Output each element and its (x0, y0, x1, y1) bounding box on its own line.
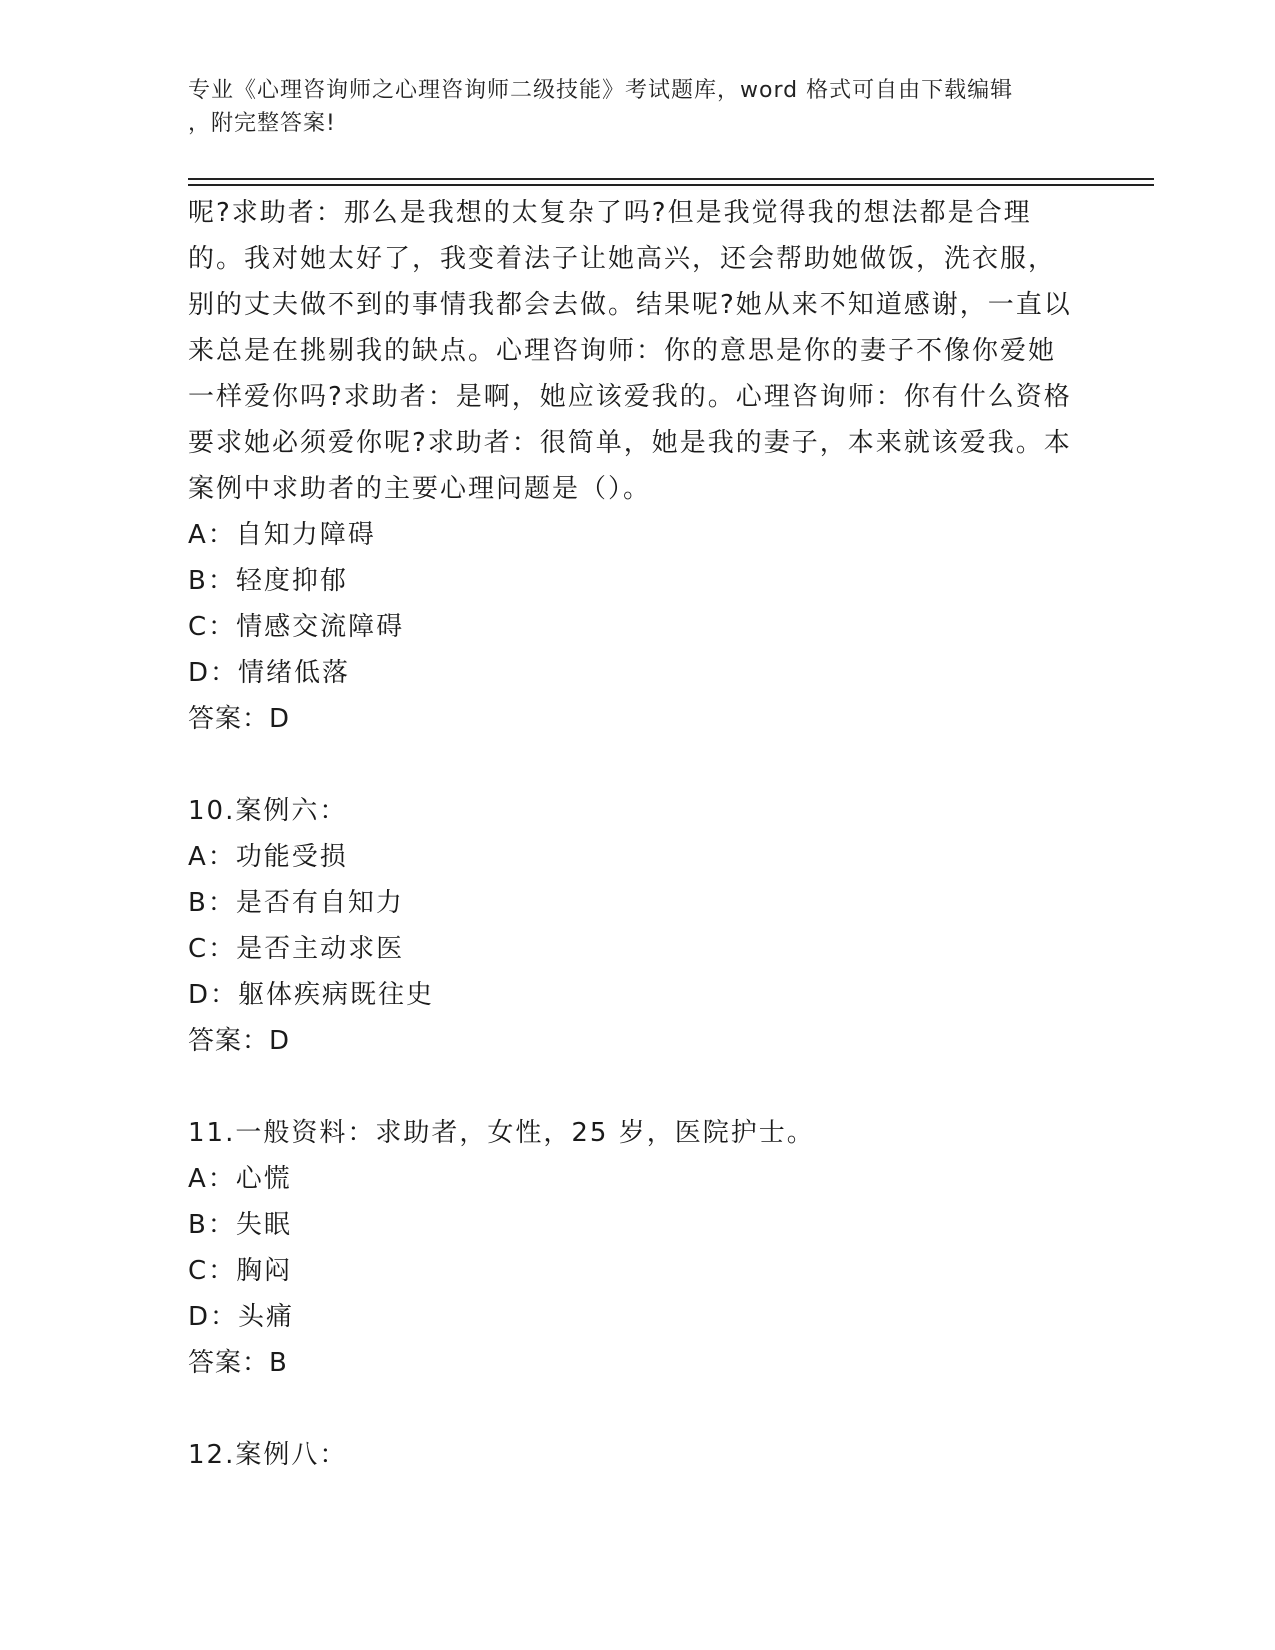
spacer (188, 1064, 1078, 1110)
question-title: 10.案例六： (188, 796, 348, 826)
spacer (188, 742, 1078, 788)
option-b: B：轻度抑郁 (188, 566, 348, 596)
question-text: 呢?求助者：那么是我想的太复杂了吗?但是我觉得我的想法都是合理的。我对她太好了，我变着法子让她高兴，还会帮助她做饭，洗衣服，别的丈夫做不到的事情我都会去做。结果呢?她从来不知道感谢，一直以来总是在挑剔我的缺点。心理咨询师：你的意思是你的妻子不像你爱她一样爱你吗?求助者：是啊，她应该爱我的。心理咨询师：你有什么资格要求她必须爱你呢?求助者：很简单，她是我的妻子，本来就该爱我。本案例中求助者的主要心理问题是（）。 (188, 198, 1072, 504)
option-b: B：失眠 (188, 1210, 292, 1240)
answer: 答案：D (188, 704, 291, 734)
question-9 (188, 190, 1078, 742)
spacer (188, 1386, 1078, 1432)
option-b: B：是否有自知力 (188, 888, 404, 918)
question-11 (188, 1110, 1078, 1386)
question-title: 12.案例八： (188, 1440, 348, 1470)
option-a: A：自知力障碍 (188, 520, 376, 550)
option-c: C：是否主动求医 (188, 934, 405, 964)
answer: 答案：D (188, 1026, 291, 1056)
option-a: A：功能受损 (188, 842, 348, 872)
question-title: 11.一般资料：求助者，女性，25 岁，医院护士。 (188, 1118, 815, 1148)
header-line-2: ，附完整答案! (188, 111, 336, 136)
header-divider-bottom (188, 184, 1154, 186)
option-d: D：头痛 (188, 1302, 295, 1332)
answer: 答案：B (188, 1348, 288, 1378)
header-line-1: 专业《心理咨询师之心理咨询师二级技能》考试题库，word 格式可自由下载编辑 (188, 78, 1014, 103)
document-body (188, 190, 1078, 1478)
option-c: C：胸闷 (188, 1256, 293, 1286)
option-c: C：情感交流障碍 (188, 612, 405, 642)
question-12 (188, 1432, 1078, 1478)
option-a: A：心慌 (188, 1164, 292, 1194)
option-d: D：躯体疾病既往史 (188, 980, 435, 1010)
question-10 (188, 788, 1078, 1064)
option-d: D：情绪低落 (188, 658, 351, 688)
document-header (188, 74, 1068, 140)
header-divider-top (188, 178, 1154, 180)
